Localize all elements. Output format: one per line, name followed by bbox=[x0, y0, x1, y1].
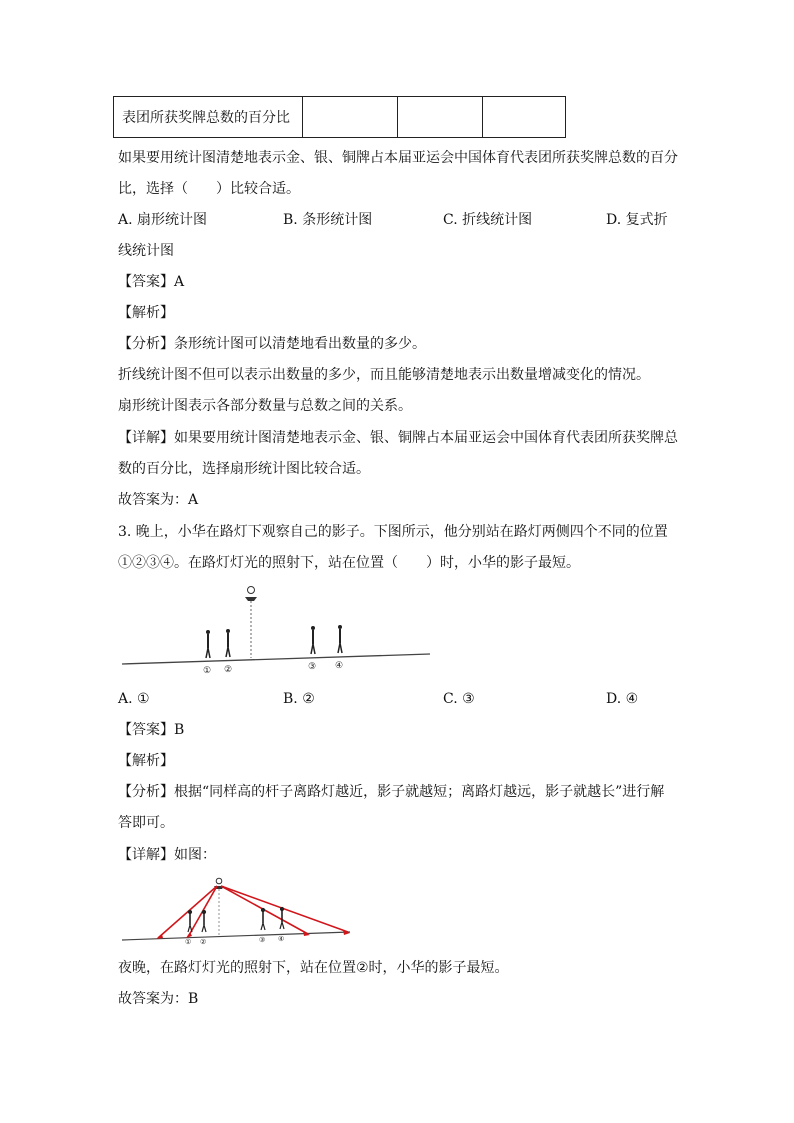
q2-analysis-head: 【解析】 bbox=[118, 305, 174, 321]
q2-detail-2: 数的百分比，选择扇形统计图比较合适。 bbox=[118, 461, 370, 477]
q2-analysis-3: 扇形统计图表示各部分数量与总数之间的关系。 bbox=[118, 398, 412, 414]
person-position-3-icon bbox=[311, 626, 315, 654]
q2-detail-1: 【详解】如果要用统计图清楚地表示金、银、铜牌占本届亚运会中国体育代表团所获奖牌总 bbox=[118, 430, 678, 446]
q3-conclusion: 夜晚，在路灯灯光的照射下，站在位置②时，小华的影子最短。 bbox=[118, 960, 509, 976]
table-cell bbox=[398, 97, 483, 138]
q3-option-d: D. ④ bbox=[606, 691, 639, 707]
q3-final: 故答案为：B bbox=[118, 991, 199, 1007]
ground-line bbox=[122, 654, 430, 664]
q2-option-b: B. 条形统计图 bbox=[283, 212, 373, 228]
q3-answer: 【答案】B bbox=[118, 722, 185, 738]
q2-option-d: D. 复式折 bbox=[606, 212, 668, 228]
street-lamp-icon bbox=[245, 587, 257, 659]
stats-table-fragment bbox=[113, 96, 566, 138]
q2-answer: 【答案】A bbox=[118, 274, 185, 290]
table-row-label: 表团所获奖牌总数的百分比 bbox=[114, 97, 303, 138]
person-position-2-icon bbox=[202, 910, 206, 932]
q2-analysis-1: 【分析】条形统计图可以清楚地看出数量的多少。 bbox=[118, 336, 426, 352]
shadow-rays-figure bbox=[118, 874, 358, 946]
person-position-4-icon bbox=[338, 625, 342, 653]
position-label-3: ③ bbox=[259, 936, 266, 944]
q2-option-c: C. 折线统计图 bbox=[443, 212, 533, 228]
q3-analysis-1: 【分析】根据“同样高的杆子离路灯越近，影子就越短；离路灯越远，影子就越长”进行解 bbox=[118, 784, 665, 800]
position-label-4: ④ bbox=[278, 935, 285, 943]
q3-option-c: C. ③ bbox=[443, 691, 475, 707]
person-position-2-icon bbox=[226, 629, 230, 657]
ground-line bbox=[122, 932, 350, 940]
q3-option-a: A. ① bbox=[118, 691, 150, 707]
position-label-1: ① bbox=[185, 938, 192, 946]
q2-option-d-cont: 线统计图 bbox=[118, 243, 174, 259]
table-cell bbox=[483, 97, 566, 138]
q2-option-a: A. 扇形统计图 bbox=[118, 212, 208, 228]
person-position-1-icon bbox=[188, 910, 192, 932]
table-cell bbox=[303, 97, 398, 138]
position-label-1: ① bbox=[203, 666, 212, 676]
q3-option-b: B. ② bbox=[283, 691, 315, 707]
position-label-4: ④ bbox=[335, 661, 344, 671]
q2-analysis-2: 折线统计图不但可以表示出数量的多少，而且能够清楚地表示出数量增减变化的情况。 bbox=[118, 367, 650, 383]
streetlamp-figure bbox=[118, 582, 438, 677]
q3-analysis-2: 答即可。 bbox=[118, 815, 174, 831]
position-label-2: ② bbox=[224, 665, 233, 675]
person-position-1-icon bbox=[206, 630, 210, 658]
light-ray-lines bbox=[158, 886, 348, 938]
q2-final: 故答案为：A bbox=[118, 492, 199, 508]
person-position-3-icon bbox=[261, 908, 265, 930]
q3-detail-head: 【详解】如图： bbox=[118, 847, 216, 863]
position-label-3: ③ bbox=[308, 662, 317, 672]
q2-stem-line2: 比，选择（ ）比较合适。 bbox=[118, 181, 300, 197]
q3-stem-line1: 3. 晚上，小华在路灯下观察自己的影子。下图所示，他分别站在路灯两侧四个不同的位置 bbox=[118, 524, 668, 540]
position-label-2: ② bbox=[200, 938, 207, 946]
q2-stem-line1: 如果要用统计图清楚地表示金、银、铜牌占本届亚运会中国体育代表团所获奖牌总数的百分 bbox=[118, 150, 678, 166]
q3-analysis-head: 【解析】 bbox=[118, 753, 174, 769]
q3-stem-line2: ①②③④。在路灯灯光的照射下，站在位置（ ）时，小华的影子最短。 bbox=[118, 555, 580, 571]
